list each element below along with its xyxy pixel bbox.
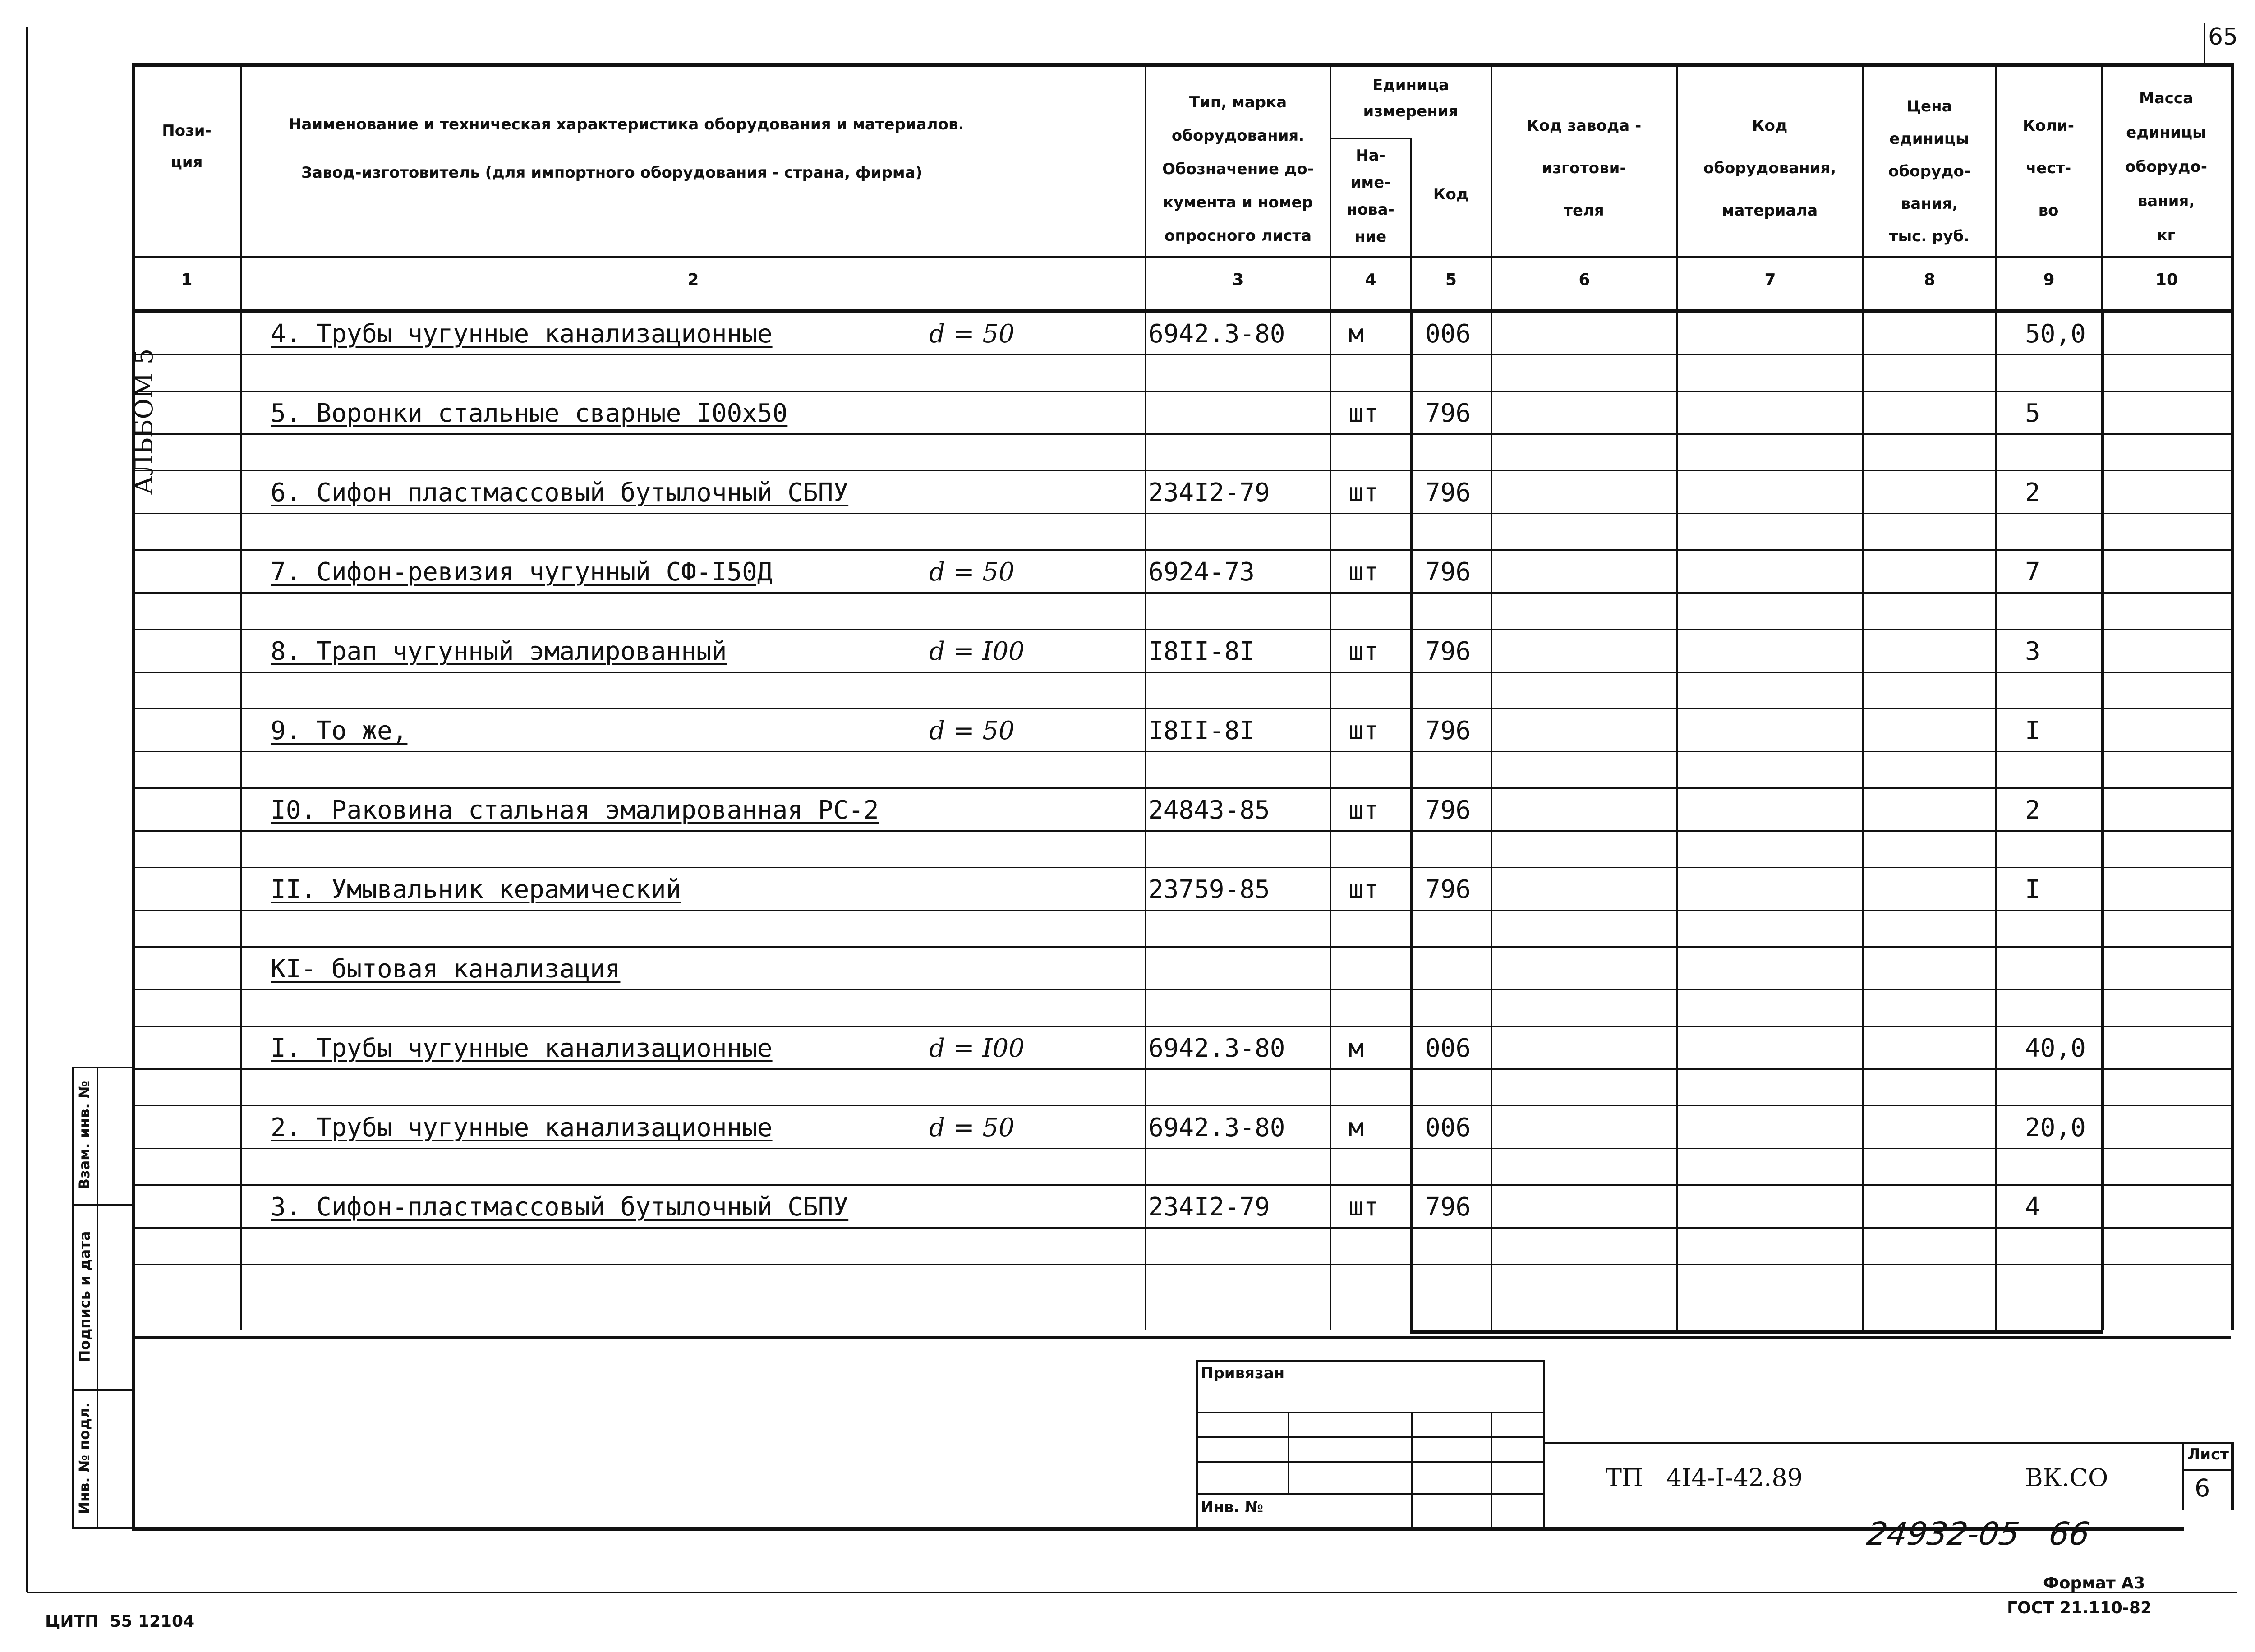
col-num-10: 10 [2155,271,2178,289]
row-qty: 50,0 [2025,319,2086,349]
sheet-label: Лист [2187,1445,2229,1463]
header-name-line1: Наименование и техническая характеристика оборудования и материалов. [289,115,964,133]
row-dia: d = 50 [929,557,1015,587]
row-qty: 20,0 [2025,1113,2086,1142]
row-code: 006 [1425,1113,1471,1142]
row-unit: шт [1348,637,1379,666]
row-name: I0. Раковина стальная эмалированная РС-2 [271,796,879,825]
row-name: 5. Воронки стальные сварные I00х50 [271,399,788,428]
row-unit: м [1348,319,1364,349]
side-inv-podl: Инв. № подл. [76,1402,93,1514]
row-doc: 6924-73 [1148,557,1255,587]
privyazan-label: Привязан [1201,1364,1285,1382]
row-unit: шт [1348,1192,1379,1222]
row-name: 4. Трубы чугунные канализационные [271,319,773,349]
row-dia: d = 50 [929,716,1015,745]
row-unit: м [1348,1113,1364,1142]
row-name: 7. Сифон-ревизия чугунный СФ-I50Д [271,557,773,587]
header-name-line2: Завод-изготовитель (для импортного оборудования - страна, фирма) [301,164,923,182]
header-mass: Масса единицы оборудо- вания, кг [2125,89,2207,244]
row-name: 9. То же, [271,716,408,745]
row-dia: d = I00 [929,637,1025,666]
row-doc: 23759-85 [1148,875,1270,904]
side-sign-date: Подпись и дата [76,1231,93,1362]
col-num-2: 2 [687,271,699,289]
row-qty: I [2025,716,2040,745]
row-qty: 40,0 [2025,1034,2086,1063]
row-doc: 234I2-79 [1148,478,1270,507]
row-doc: 24843-85 [1148,796,1270,825]
row-doc: 6942.3-80 [1148,1034,1285,1063]
row-name: 3. Сифон-пластмассовый бутылочный СБПУ [271,1192,849,1222]
row-qty: 2 [2025,478,2040,507]
handwritten-number: 24932-05 66 [1864,1515,2092,1552]
row-qty: 2 [2025,796,2040,825]
row-code: 006 [1425,1034,1471,1063]
page-number: 65 [2208,23,2238,51]
row-qty: 7 [2025,557,2040,587]
row-code: 796 [1425,637,1471,666]
col-num-1: 1 [181,271,193,289]
row-unit: шт [1348,557,1379,587]
format-label: Формат А3 [2043,1574,2145,1592]
printer-label: ЦИТП 55 12104 [45,1612,195,1631]
row-unit: шт [1348,796,1379,825]
col-num-6: 6 [1578,271,1590,289]
row-dia: d = 50 [929,1113,1015,1142]
col-num-5: 5 [1445,271,1457,289]
header-unit-name: На- име- нова- ние [1347,147,1394,246]
row-name: 2. Трубы чугунные канализационные [271,1113,773,1142]
section-code: ВК.СО [2025,1463,2108,1492]
row-code: 796 [1425,478,1471,507]
header-equipment-code: Код оборудования, материала [1703,117,1836,220]
row-qty: I [2025,875,2040,904]
row-name: 6. Сифон пластмассовый бутылочный СБПУ [271,478,849,507]
row-code: 796 [1425,399,1471,428]
header-factory-code: Код завода - изготови- теля [1526,117,1642,220]
sheet-number: 6 [2195,1474,2210,1502]
header-price: Цена единицы оборудо- вания, тыс. руб. [1888,97,1970,245]
row-dia: d = 50 [929,319,1015,349]
row-unit: шт [1348,716,1379,745]
row-unit: шт [1348,478,1379,507]
row-unit: шт [1348,399,1379,428]
row-dia: d = I00 [929,1034,1025,1063]
header-qty: Коли- чест- во [2023,117,2074,220]
header-unit: Единица измерения [1363,76,1459,120]
col-num-7: 7 [1764,271,1776,289]
row-doc: 6942.3-80 [1148,1113,1285,1142]
inv-no-label: Инв. № [1201,1498,1264,1516]
col-num-4: 4 [1365,271,1376,289]
row-qty: 5 [2025,399,2040,428]
row-unit: м [1348,1034,1364,1063]
row-doc: 6942.3-80 [1148,319,1285,349]
album-label: АЛЬБОМ 5 [129,348,159,495]
row-unit: шт [1348,875,1379,904]
row-code: 796 [1425,875,1471,904]
row-qty: 3 [2025,637,2040,666]
row-name: 8. Трап чугунный эмалированный [271,637,727,666]
document-code: ТП 4I4-I-42.89 [1606,1463,1803,1492]
header-unit-code: Код [1433,185,1469,203]
row-doc: 234I2-79 [1148,1192,1270,1222]
row-name: I. Трубы чугунные канализационные [271,1034,773,1063]
header-position: Пози- ция [162,122,212,171]
header-type: Тип, марка оборудования. Обозначение до- кумента и номер опросного листа [1162,93,1314,245]
row-code: 006 [1425,319,1471,349]
row-doc: I8II-8I [1148,637,1255,666]
gost-label: ГОСТ 21.110-82 [2007,1599,2152,1617]
row-code: 796 [1425,716,1471,745]
row-name: II. Умывальник керамический [271,875,681,904]
row-name: КI- бытовая канализация [271,954,621,984]
row-qty: 4 [2025,1192,2040,1222]
side-vzam: Взам. инв. № [76,1081,93,1190]
row-code: 796 [1425,796,1471,825]
row-code: 796 [1425,1192,1471,1222]
row-doc: I8II-8I [1148,716,1255,745]
row-code: 796 [1425,557,1471,587]
col-num-3: 3 [1232,271,1244,289]
col-num-8: 8 [1924,271,1936,289]
col-num-9: 9 [2043,271,2055,289]
